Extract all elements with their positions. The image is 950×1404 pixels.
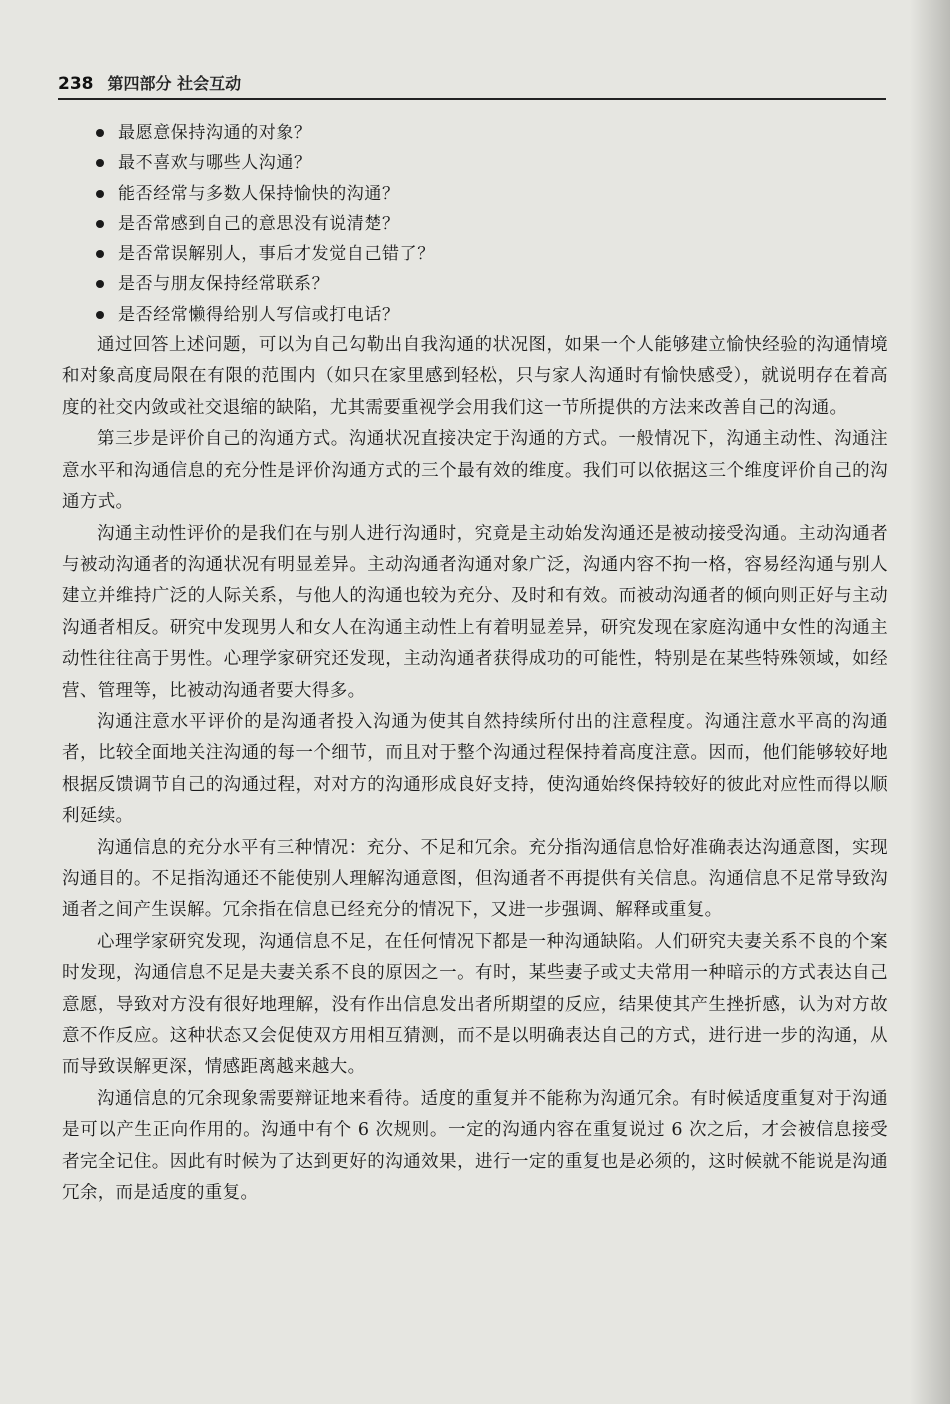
question-text: 最不喜欢与哪些人沟通？ [118,153,312,174]
list-item [62,300,888,330]
question-list [62,118,888,330]
question-text: 是否与朋友保持经常联系？ [118,274,330,295]
bullet-icon [96,311,104,319]
list-item [62,118,888,148]
running-header [58,68,886,100]
body-paragraph: 第三步是评价自己的沟通方式。沟通状况直接决定于沟通的方式。一般情况下，沟通主动性、沟通注意水平和沟通信息的充分性是评价沟通方式的三个最有效的维度。我们可以依据这三个维度评价自己的沟通方式。 [62,429,888,513]
body-paragraph: 沟通注意水平评价的是沟通者投入沟通为使其自然持续所付出的注意程度。沟通注意水平高的沟通者，比较全面地关注沟通的每一个细节，而且对于整个沟通过程保持着高度注意。因而，他们能够较好地根据反馈调节自己的沟通过程，对对方的沟通形成良好支持，使沟通始终保持较好的彼此对应性而得以顺利延续。 [62,711,888,827]
bullet-icon [96,129,104,137]
body-paragraph: 通过回答上述问题，可以为自己勾勒出自我沟通的状况图，如果一个人能够建立愉快经验的沟通情境和对象高度局限在有限的范围内（如只在家里感到轻松，只与家人沟通时有愉快感受），就说明存在着高度的社交内敛或社交退缩的缺陷，尤其需要重视学会用我们这一节所提供的方法来改善自己的沟通。 [62,335,888,418]
question-text: 是否常感到自己的意思没有说清楚？ [118,213,400,234]
page-body [62,118,888,1209]
question-text: 能否经常与多数人保持愉快的沟通？ [118,183,400,204]
list-item [62,269,888,299]
list-item [62,239,888,269]
bullet-icon [96,159,104,167]
bullet-icon [96,280,104,288]
question-text: 最愿意保持沟通的对象？ [118,123,312,143]
bullet-icon [96,220,104,228]
bullet-icon [96,190,104,198]
page-number: 238 [58,74,94,94]
body-paragraph: 沟通信息的充分水平有三种情况：充分、不足和冗余。充分指沟通信息恰好准确表达沟通意图，实现沟通目的。不足指沟通还不能使别人理解沟通意图，但沟通者不再提供有关信息。沟通信息不足常导致沟通者之间产生误解。冗余指在信息已经充分的情况下，又进一步强调、解释或重复。 [62,837,888,921]
body-paragraph: 沟通信息的冗余现象需要辩证地来看待。适度的重复并不能称为沟通冗余。有时候适度重复对于沟通是可以产生正向作用的。沟通中有个 6 次规则。一定的沟通内容在重复说过 6 次之后，才会被信息接受者完全记住。因此有时候为了达到更好的沟通效果，进行一定的重复也是必须的，这时候就不能说是沟通冗余，而是适度的重复。 [62,1088,888,1204]
list-item [62,209,888,239]
question-text: 是否常误解别人，事后才发觉自己错了？ [118,244,435,265]
header-section-title: 第四部分 社会互动 [107,74,242,93]
bullet-icon [96,250,104,258]
question-text: 是否经常懒得给别人写信或打电话？ [118,304,400,325]
body-paragraph: 心理学家研究发现，沟通信息不足，在任何情况下都是一种沟通缺陷。人们研究夫妻关系不良的个案时发现，沟通信息不足是夫妻关系不良的原因之一。有时，某些妻子或丈夫常用一种暗示的方式表达自己意愿，导致对方没有很好地理解，没有作出信息发出者所期望的反应，结果使其产生挫折感，认为对方故意不作反应。这种状态又会促使双方用相互猜测，而不是以明确表达自己的方式，进行进一步的沟通，从而导致误解更深，情感距离越来越大。 [62,931,888,1078]
body-paragraph: 沟通主动性评价的是我们在与别人进行沟通时，究竟是主动始发沟通还是被动接受沟通。主动沟通者与被动沟通者的沟通状况有明显差异。主动沟通者沟通对象广泛，沟通内容不拘一格，容易经沟通与别人建立并维持广泛的人际关系，与他人的沟通也较为充分、及时和有效。而被动沟通者的倾向则正好与主动沟通者相反。研究中发现男人和女人在沟通主动性上有着明显差异，研究发现在家庭沟通中女性的沟通主动性往往高于男性。心理学家研究还发现，主动沟通者获得成功的可能性，特别是在某些特殊领域，如经营、管理等，比被动沟通者要大得多。 [62,523,888,701]
list-item [62,148,888,178]
list-item [62,179,888,209]
